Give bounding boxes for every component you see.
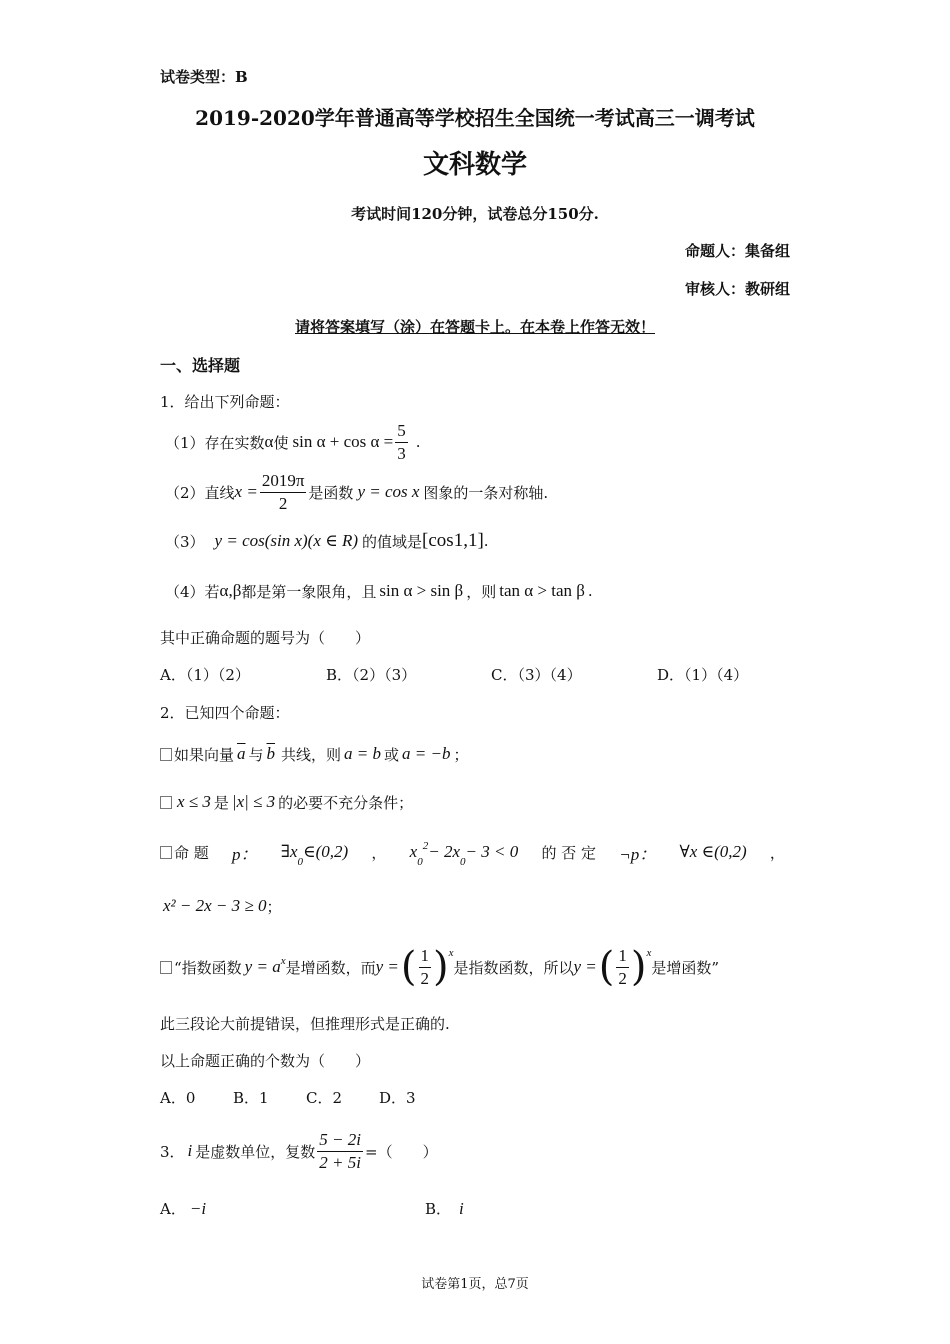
q2-stem: 2．已知四个命题： <box>160 704 290 722</box>
subject-title: 文科数学 <box>422 150 527 180</box>
q3-stem: 3． i 是虚数单位，复数 $\frac{5 - 2i}{2 + 5i}$ =（ ） <box>160 1129 438 1172</box>
q2-question: 以上命题正确的个数为（ ） <box>160 1052 371 1070</box>
q1-option-a[interactable]: A．（1）（2） <box>160 666 250 684</box>
q1-proposition-3: （3） y = cos(sin x)(x ∈ R) 的值域是 [cos1,1] . <box>165 530 489 551</box>
q2-statement-1: 如果向量 $\overline{a}$ 与 $\overline{b}$ 共线，则 a = b 或 a = −b ； <box>160 740 469 768</box>
time-info: 考试时间120分钟，试卷总分150分. <box>351 205 599 223</box>
q3-option-b[interactable]: B． i <box>425 1198 464 1218</box>
author: 命题人：集备组 <box>684 242 790 260</box>
q1-proposition-2: （2）直线 x = $\frac{2019\pi}{2}$ 是函数 y = cos x 图象的一条对称轴. <box>165 470 549 513</box>
checkbox-icon <box>160 961 172 974</box>
checkbox-icon <box>160 846 172 859</box>
q1-stem: 1．给出下列命题： <box>160 393 290 411</box>
q2-option-a[interactable]: A．0 <box>160 1089 196 1107</box>
q2-statement-3-cont: x² − 2x − 3 ≥ 0 ； <box>163 896 282 916</box>
q2-statement-3: 命 题 p： $\exists x_0\in(0,2)$ ， $x_0^2- 2x_0- 3 < 0$ 的 否 定 ¬p： ∀x ∈(0,2) ， <box>160 834 785 870</box>
section-title: 一、选择题 <box>160 356 241 375</box>
q2-statement-4-cont: 此三段论大前提错误，但推理形式是正确的. <box>160 1015 450 1033</box>
checkbox-icon <box>160 796 172 809</box>
exam-title: 2019-2020学年普通高等学校招生全国统一考试高三一调考试 <box>195 106 755 130</box>
q1-proposition-1: （1）存在实数 α 使 sin α + cos α = $\frac{5}{3}$ . <box>165 420 421 463</box>
reviewer: 审核人：教研组 <box>684 280 790 298</box>
q3-option-a[interactable]: A． −i <box>160 1198 207 1218</box>
checkbox-icon <box>160 748 172 761</box>
paper-type: 试卷类型：B <box>160 68 248 86</box>
q1-option-d[interactable]: D．（1）（4） <box>657 666 749 684</box>
q2-option-c[interactable]: C．2 <box>306 1089 343 1107</box>
q2-statement-4: “指数函数 $y = a^x$ 是增函数，而 y = ( $\frac{1}{2}$ ) x 是指数函数，所以 y = ( $\frac{1}{2}$ ) x 是增函数” <box>160 942 719 992</box>
q2-option-b[interactable]: B．1 <box>233 1089 269 1107</box>
q1-proposition-4: （4）若 α,β 都是第一象限角，且 sin α > sin β ，则 tan α > tan β . <box>165 581 593 601</box>
page-footer: 试卷第1页，总7页 <box>421 1277 529 1292</box>
q2-statement-2: x ≤ 3 是 |x| ≤ 3 的必要不充分条件； <box>160 788 413 816</box>
notice: 请将答案填写（涂）在答题卡上。在本卷上作答无效！ <box>294 318 655 336</box>
q1-question: 其中正确命题的题号为（ ） <box>160 629 371 647</box>
q2-option-d[interactable]: D．3 <box>379 1089 416 1107</box>
q1-option-c[interactable]: C．（3）（4） <box>491 666 582 684</box>
q1-option-b[interactable]: B．（2）（3） <box>326 666 417 684</box>
